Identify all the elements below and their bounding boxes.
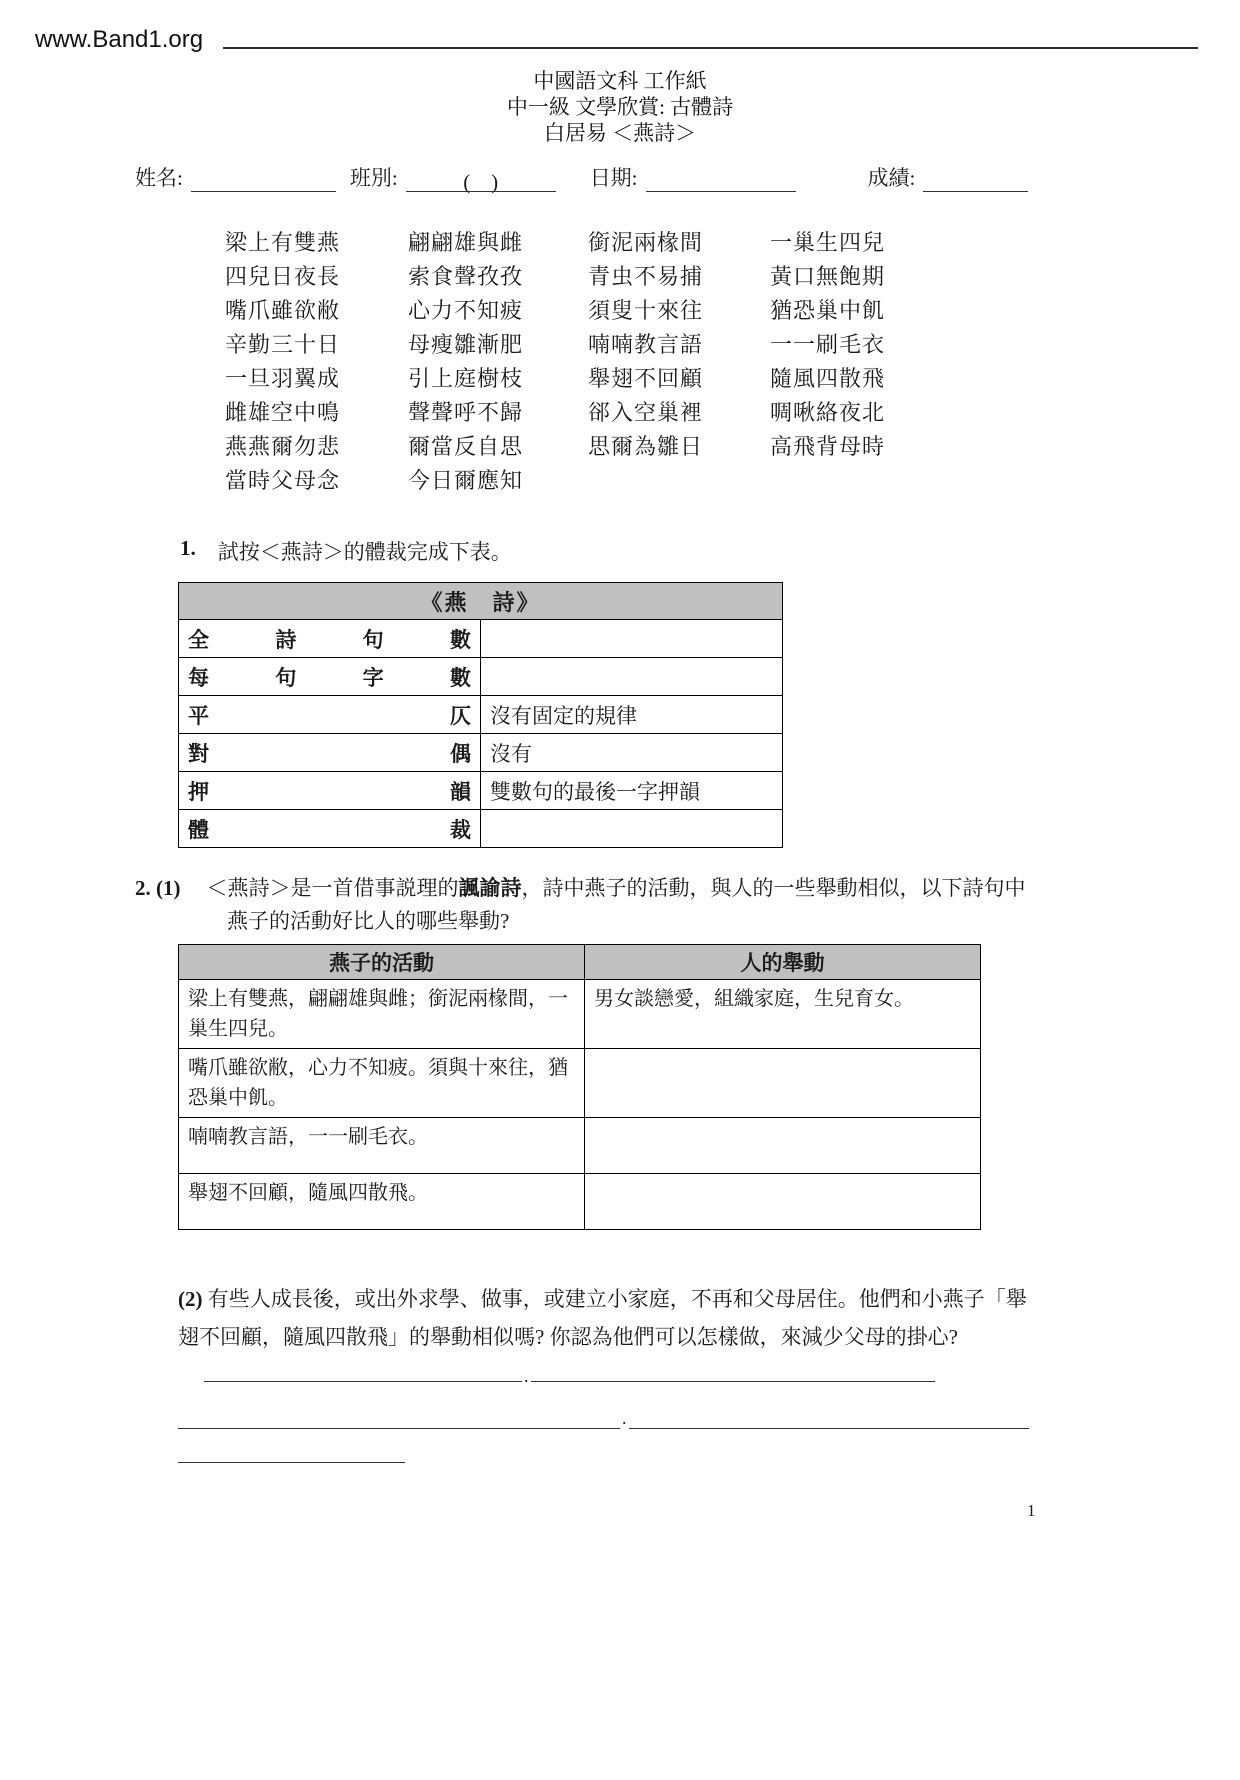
table-row <box>179 1118 981 1174</box>
name-label: 姓名: <box>135 166 183 190</box>
swallow-activity-cell: 喃喃教言語，一一刷毛衣。 <box>179 1118 585 1174</box>
column-header-human: 人的舉動 <box>585 945 981 980</box>
question-2-part2 <box>178 1280 1034 1395</box>
table-row <box>179 734 783 772</box>
site-url: www.Band1.org <box>35 26 204 53</box>
table1-title: 《燕 詩》 <box>179 583 783 620</box>
row-label: 全詩句數 <box>179 620 481 658</box>
human-action-cell <box>585 1049 981 1118</box>
poem-line: 當時父母念 <box>225 468 341 493</box>
poem-line: 心力不知疲 <box>408 298 524 323</box>
doc-title-line3: 白居易 ＜燕詩＞ <box>543 121 697 145</box>
poem-line: 母瘦雛漸肥 <box>408 332 524 357</box>
poem-line: 嘴爪雖欲敝 <box>225 298 341 323</box>
poem-line: 青虫不易捕 <box>588 264 704 289</box>
poem-line: 燕燕爾勿悲 <box>225 434 341 459</box>
poem-line: 喃喃教言語 <box>588 332 704 357</box>
question-2-part1-text-post: ，詩中燕子的活動，與人的一些舉動相似，以下詩句中燕子的活動好比人的哪些舉動? <box>227 876 1026 933</box>
info-line <box>135 162 1240 192</box>
class-label: 班別: <box>349 166 398 190</box>
site-header <box>35 26 1198 54</box>
answer-blank <box>204 1367 522 1382</box>
poem-line: 引上庭樹枝 <box>408 366 524 391</box>
row-label: 體裁 <box>179 810 481 848</box>
human-action-cell <box>585 1118 981 1174</box>
table-row <box>179 658 783 696</box>
doc-title-line1: 中國語文科 工作紙 <box>533 69 707 93</box>
table-row <box>179 1049 981 1118</box>
poem-line: 今日爾應知 <box>408 468 524 493</box>
poem-line: 四兒日夜長 <box>225 264 341 289</box>
poem-line <box>770 464 952 498</box>
column-header-swallow: 燕子的活動 <box>179 945 585 980</box>
row-value <box>481 658 783 696</box>
row-label: 每句字數 <box>179 658 481 696</box>
question-2-part2-label: (2) <box>178 1287 203 1311</box>
row-value <box>481 620 783 658</box>
poem-line: 爾當反自思 <box>408 434 524 459</box>
question-2-number: 2. <box>135 876 151 900</box>
doc-title-line2: 中一級 文學欣賞: 古體詩 <box>506 95 734 119</box>
score-blank <box>923 166 1028 192</box>
answer-line <box>178 1395 1240 1429</box>
class-paren: ( ) <box>463 170 499 194</box>
question-2-part2-text: 有些人成長後，或出外求學、做事，或建立小家庭，不再和父母居住。他們和小燕子「舉翅不回顧，隨風四散飛」的舉動相似嗎? 你認為他們可以怎樣做，來減少父母的掛心? <box>178 1287 1027 1349</box>
date-blank <box>646 166 796 192</box>
title-block <box>0 68 1240 146</box>
human-action-cell <box>585 1174 981 1230</box>
poem-line: 銜泥兩椽間 <box>588 230 704 255</box>
row-label: 平仄 <box>179 696 481 734</box>
answer-blank <box>629 1414 1029 1429</box>
poem-line: 黃口無飽期 <box>770 264 886 289</box>
answer-line <box>178 1429 1240 1463</box>
poem-line: 啁啾絡夜北 <box>770 400 886 425</box>
row-value: 沒有固定的規律 <box>481 696 783 734</box>
poem-line: 一旦羽翼成 <box>225 366 341 391</box>
table-header-row <box>179 583 783 620</box>
answer-blank <box>531 1367 935 1382</box>
swallow-activity-cell: 舉翅不回顧，隨風四散飛。 <box>179 1174 585 1230</box>
question-1-number: 1. <box>180 536 196 560</box>
row-value: 沒有 <box>481 734 783 772</box>
dot: . <box>524 1366 529 1386</box>
table-row <box>179 620 783 658</box>
poem-form-table <box>178 582 783 848</box>
row-value: 雙數句的最後一字押韻 <box>481 772 783 810</box>
name-blank <box>191 166 336 192</box>
poem-line: 須叟十來往 <box>588 298 704 323</box>
poem-line: 一巢生四兒 <box>770 230 886 255</box>
date-label: 日期: <box>589 166 638 190</box>
class-blank <box>406 166 556 192</box>
swallow-activity-cell: 嘴爪雖欲敝，心力不知疲。須與十來往，猶恐巢中飢。 <box>179 1049 585 1118</box>
poem-line: 翩翩雄與雌 <box>408 230 524 255</box>
poem-line: 辛勤三十日 <box>225 332 341 357</box>
answer-blank <box>178 1414 620 1429</box>
question-1 <box>180 536 1240 566</box>
table-row <box>179 980 981 1049</box>
table-row <box>179 772 783 810</box>
table-row <box>179 1174 981 1230</box>
poem-line: 思爾為雛日 <box>588 434 704 459</box>
poem-line: 郤入空巢裡 <box>588 400 704 425</box>
question-2-part1-label: (1) <box>156 876 181 900</box>
swallow-actions-table <box>178 944 981 1230</box>
poem-line: 隨風四散飛 <box>770 366 886 391</box>
swallow-activity-cell: 梁上有雙燕，翩翩雄與雌；銜泥兩椽間，一巢生四兒。 <box>179 980 585 1049</box>
poem-line <box>588 464 770 498</box>
poem-line: 聲聲呼不歸 <box>408 400 524 425</box>
row-label: 對偶 <box>179 734 481 772</box>
poem-line: 舉翅不回顧 <box>588 366 704 391</box>
score-label: 成績: <box>867 166 916 190</box>
table-header-row <box>179 945 981 980</box>
poem-grid <box>225 226 1240 498</box>
worksheet-page <box>0 26 1240 1520</box>
page-number: 1 <box>1027 1501 1036 1520</box>
table-row <box>179 696 783 734</box>
poem-line: 一一刷毛衣 <box>770 332 886 357</box>
poem-line: 高飛背母時 <box>770 434 886 459</box>
human-action-cell: 男女談戀愛，組織家庭，生兒育女。 <box>585 980 981 1049</box>
poem-line: 索食聲孜孜 <box>408 264 524 289</box>
question-2-part1-text: ＜燕詩＞是一首借事説理的 <box>206 876 459 900</box>
question-1-text: 試按＜燕詩＞的體裁完成下表。 <box>217 540 512 564</box>
header-rule <box>223 39 1198 49</box>
answer-blank <box>178 1448 405 1463</box>
poem-line: 梁上有雙燕 <box>225 230 341 255</box>
table-row <box>179 810 783 848</box>
row-value <box>481 810 783 848</box>
poem-line: 雌雄空中鳴 <box>225 400 341 425</box>
question-2-part1-bold: 諷諭詩 <box>458 876 522 900</box>
dot: . <box>622 1408 627 1428</box>
question-2-part1 <box>135 872 1033 938</box>
row-label: 押韻 <box>179 772 481 810</box>
poem-line: 猶恐巢中飢 <box>770 298 886 323</box>
